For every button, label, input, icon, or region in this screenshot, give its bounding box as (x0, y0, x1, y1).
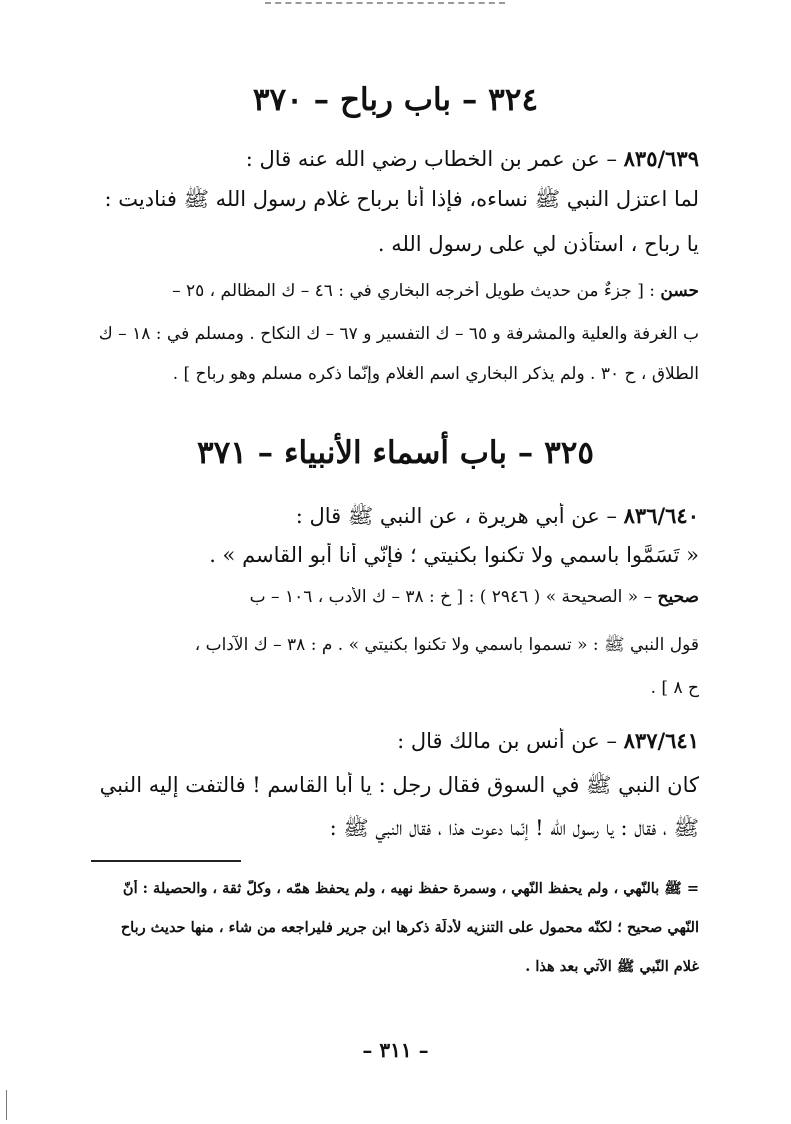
hadith-chain: – عن أبي هريرة ، عن النبي ﷺ قال : (295, 504, 624, 528)
footnote-line: = ﷺ بالنّهي ، ولم يحفظ النّهي ، وسمرة حفظ نهيه ، ولم يحفظ همّه ، وكلٌّ ثقة ، والحصيلة : أنّ (122, 880, 699, 897)
takhrij-line: ب الغرفة والعلية والمشرفة و ٦٥ – ك التفسير و ٦٧ – ك النكاح . ومسلم في : ١٨ – ك (98, 324, 699, 344)
grade-label: صحيح (657, 587, 699, 607)
hadith-number: ٨٣٥/٦٣٩ (623, 146, 699, 171)
footnote-separator (91, 860, 241, 862)
takhrij-line: الطلاق ، ح ٣٠ . ولم يذكر البخاري اسم الغلام وإنّما ذكره مسلم وهو رباح ] . (172, 364, 699, 384)
takhrij-line: ح ٨ ] . (650, 678, 699, 698)
page-number: – ٣١١ – (362, 1038, 429, 1062)
chapter-heading-1: ٣٢٤ – باب رباح – ٣٧٠ (252, 82, 539, 118)
hadith-intro-640 (72, 503, 699, 534)
chapter-heading-2: ٣٢٥ – باب أسماء الأنبياء – ٣٧١ (196, 435, 595, 471)
hadith-intro-639 (72, 146, 699, 171)
hadith-chain: – عن عمر بن الخطاب رضي الله عنه قال : (245, 147, 624, 171)
footnote-line: النّهي صحيح ؛ لكنّه محمول على التنزيه لأدلّة ذكرها ابن جرير فليراجعه من شاء ، منها حديث رباح (120, 919, 699, 936)
top-edge-marks (265, 2, 505, 10)
takhrij-text: – « الصحيحة » ( ٢٩٤٦ ) : [ خ : ٣٨ – ك الأدب ، ١٠٦ – ب (249, 587, 658, 607)
takhrij-line: قول النبي ﷺ : « تسموا باسمي ولا تكنوا بكنيتي » . م : ٣٨ – ك الآداب ، (194, 635, 699, 655)
hadith-text-line: « تَسَمَّوا باسمي ولا تكنوا بكنيتي ؛ فإنّي أنا أبو القاسم » . (209, 543, 699, 567)
hadith-text-line: ﷺ ، فقال : يا رسول الله ! إنّما دعوت هذا ، فقال النبي ﷺ : (329, 816, 699, 840)
hadith-text-line: يا رباح ، استأذن لي على رسول الله . (377, 232, 699, 256)
hadith-text-line: كان النبي ﷺ في السوق فقال رجل : يا أبا القاسم ! فالتفت إليه النبي (99, 773, 699, 797)
grade-label: حسن (660, 281, 699, 301)
hadith-intro-641 (72, 728, 699, 753)
hadith-chain: – عن أنس بن مالك قال : (397, 729, 624, 753)
scan-edge-mark (6, 1090, 9, 1120)
hadith-number: ٨٣٦/٦٤٠ (623, 503, 699, 528)
takhrij-text: : [ جزءٌ من حديث طويل أخرجه البخاري في : ٤٦ – ك المظالم ، ٢٥ – (172, 281, 661, 301)
hadith-text-line: لما اعتزل النبي ﷺ نساءه، فإذا أنا برباح غلام رسول الله ﷺ فناديت : (104, 187, 699, 211)
hadith-number: ٨٣٧/٦٤١ (623, 728, 699, 753)
footnote-line: غلام النّبي ﷺ الآتي بعد هذا . (525, 958, 699, 975)
takhrij-line (72, 587, 699, 607)
takhrij-line (72, 281, 699, 301)
